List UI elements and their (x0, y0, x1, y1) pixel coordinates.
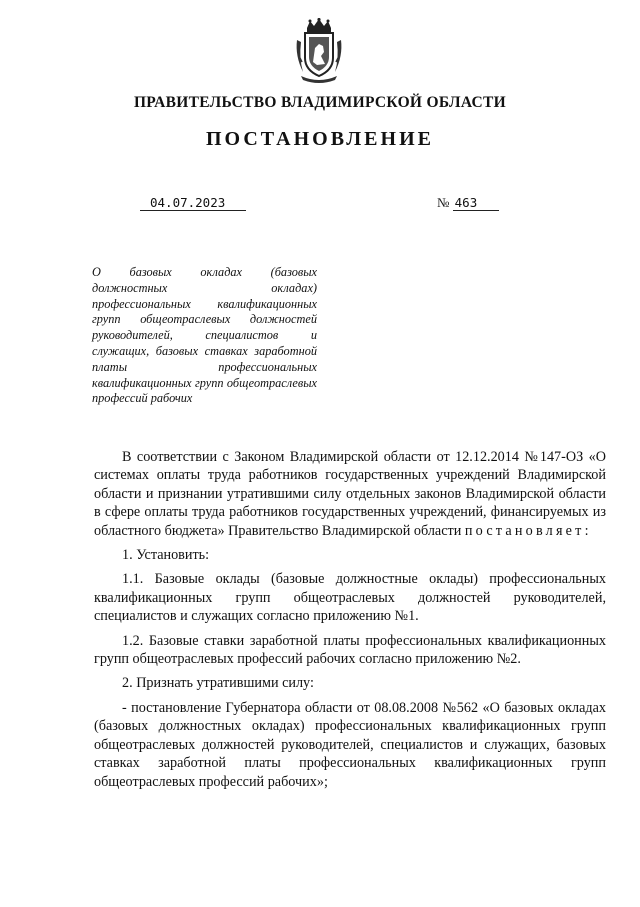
item-2: 2. Признать утратившими силу: (122, 675, 314, 692)
item-1: 1. Установить: (122, 547, 210, 564)
document-number (437, 196, 499, 211)
preamble-verb: постановляет: (464, 522, 592, 539)
number-value: 463 (453, 196, 499, 211)
document-subject: О базовых окладах (базовых должностных окладах) профессиональных квалификационных групп общеотраслевых должностей руководителей, специалистов и служащих, базовых ставках заработной платы профессиональных квалификационных групп общеотраслевых профессий рабочих (92, 265, 317, 406)
preamble-text: В соответствии с Законом Владимирской области от 12.12.2014 №147-ОЗ «О системах оплаты труда работников государственных учреждений Владимирской области и признании утратившими силу отдельных законов Владимирской области в сфере оплаты труда работников государственных учреждений, финансируемых из областного бюджета» Правительство Владимирской области (94, 449, 606, 539)
document-type: ПОСТАНОВЛЕНИЕ (206, 128, 434, 150)
item-1-1: 1.1. Базовые оклады (базовые должностные оклады) профессиональных квалификационных групп общеотраслевых должностей руководителей, специалистов и служащих согласно приложению №1. (94, 571, 606, 625)
item-1-2: 1.2. Базовые ставки заработной платы профессиональных квалификационных групп общеотраслевых профессий рабочих согласно приложению №2. (94, 632, 606, 668)
vladimir-coat-of-arms-icon (293, 18, 345, 84)
number-prefix: № (437, 195, 450, 210)
document-date: 04.07.2023 (140, 196, 246, 211)
item-2-a: - постановление Губернатора области от 08.08.2008 №562 «О базовых окладах (базовых должностных окладах) профессиональных квалификационных групп общеотраслевых должностей руководителей, специалистов и служащих, базовых ставках заработной платы профессиональных квалификационных групп общеотраслевых профессий рабочих»; (94, 699, 606, 790)
government-title: ПРАВИТЕЛЬСТВО ВЛАДИМИРСКОЙ ОБЛАСТИ (133, 94, 507, 111)
document-body (94, 448, 606, 791)
preamble-paragraph (94, 448, 606, 540)
